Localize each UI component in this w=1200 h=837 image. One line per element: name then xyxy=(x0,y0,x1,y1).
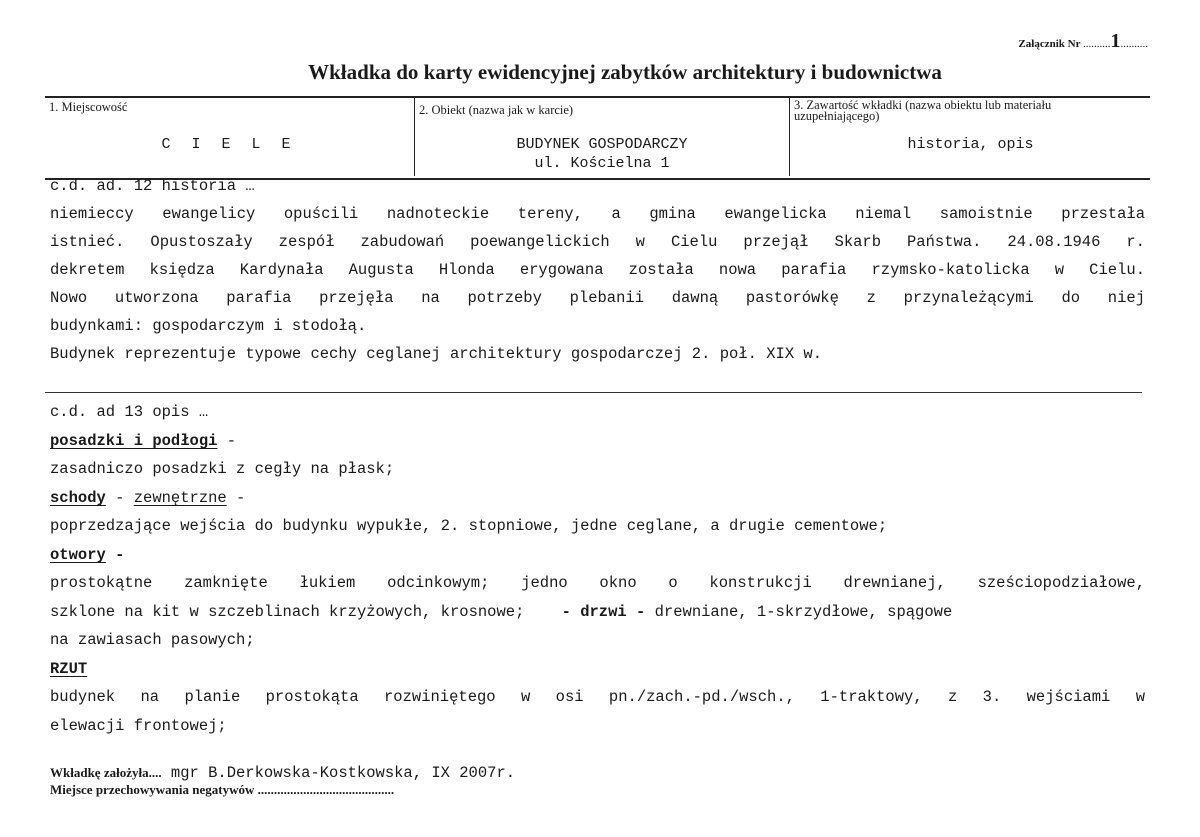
history-line: niemieccy ewangelicy opuścili nadnoteckie tereny, a gmina ewangelicka niemal samoistnie przestała xyxy=(50,205,1145,223)
content-cell xyxy=(789,98,1151,176)
created-by xyxy=(50,764,515,782)
document-title: Wkładka do karty ewidencyjnej zabytków architektury i budownictwa xyxy=(308,60,942,84)
plan-heading: RZUT xyxy=(50,660,88,678)
openings-text-part: szklone na kit w szczeblinach krzyżowych, krosnowe; xyxy=(50,603,562,621)
history-line: dekretem księdza Kardynała Augusta Hlonda erygowana została nowa parafia rzymsko-katolicka w Cielu. xyxy=(50,261,1145,279)
stairs-subheading: zewnętrzne xyxy=(133,489,227,507)
created-value: mgr B.Derkowska-Kostkowska, IX 2007r. xyxy=(161,764,516,782)
annex-value: 1 xyxy=(1110,30,1121,52)
openings-text xyxy=(50,602,952,622)
plan-text: budynek na planie prostokąta rozwiniętego w osi pn./zach.-pd./wsch., 1-traktowy, z 3. wejściami w xyxy=(50,688,1145,706)
object-label: 2. Obiekt (nazwa jak w karcie) xyxy=(419,103,574,117)
plan-text: elewacji frontowej; xyxy=(50,717,227,735)
locality-value: C I E L E xyxy=(161,136,297,153)
dash: - xyxy=(217,432,237,450)
floors-text: zasadniczo posadzki z cegły na płask; xyxy=(50,460,395,478)
annex-dots: .......... xyxy=(1083,38,1111,50)
negatives-dots: .......................................... xyxy=(254,782,395,797)
header-table xyxy=(45,96,1150,180)
dash: - xyxy=(226,489,246,507)
openings-heading xyxy=(50,545,124,565)
stairs-heading xyxy=(50,488,245,508)
annex-number xyxy=(1018,30,1148,53)
doors-text: drewniane, 1-skrzydłowe, spągowe xyxy=(645,603,953,621)
openings-text: prostokątne zamknięte łukiem odcinkowym; jedno okno o konstrukcji drewnianej, sześciopodziałowe, xyxy=(50,574,1145,592)
description-heading: c.d. ad 13 opis … xyxy=(50,403,209,421)
history-line: budynkami: gospodarczym i stodołą. xyxy=(50,317,367,335)
content-label xyxy=(794,100,1051,122)
content-label-line: 3. Zawartość wkładki (nazwa obiektu lub materiału xyxy=(794,98,1052,112)
locality-cell xyxy=(45,98,413,176)
openings-label: otwory xyxy=(50,546,106,564)
doors-label: - drzwi - xyxy=(561,603,646,621)
section-divider xyxy=(45,392,1142,393)
floors-heading xyxy=(50,431,236,451)
content-label-line: uzupełniającego) xyxy=(794,109,880,123)
dash: - xyxy=(105,546,125,564)
history-heading: c.d. ad. 12 historia … xyxy=(50,177,255,195)
floors-label: posadzki i podłogi xyxy=(50,432,218,450)
negatives-location xyxy=(50,782,394,798)
object-name: BUDYNEK GOSPODARCZY xyxy=(516,136,688,153)
negatives-label: Miejsce przechowywania negatywów xyxy=(50,782,255,797)
object-cell xyxy=(414,98,789,176)
object-address: ul. Kościelna 1 xyxy=(534,155,670,172)
stairs-text: poprzedzające wejścia do budynku wypukłe, 2. stopniowe, jedne ceglane, a drugie cementowe; xyxy=(50,517,888,535)
history-line: Nowo utworzona parafia przejęła na potrzeby plebanii dawną pastorówkę z przynależącymi do niej xyxy=(50,289,1145,307)
content-value: historia, opis xyxy=(907,136,1034,153)
annex-label: Załącznik Nr xyxy=(1018,38,1081,50)
locality-label: 1. Miejscowość xyxy=(49,100,128,114)
history-line: Budynek reprezentuje typowe cechy ceglanej architektury gospodarczej 2. poł. XIX w. xyxy=(50,345,823,363)
object-value xyxy=(415,135,789,173)
stairs-label: schody xyxy=(50,489,106,507)
openings-text: na zawiasach pasowych; xyxy=(50,631,255,649)
history-line: istnieć. Opustoszały zespół zabudowań poewangelickich w Cielu przejął Skarb Państwa. 24.08.1946 r. xyxy=(50,233,1145,251)
annex-dots: .......... xyxy=(1120,38,1148,50)
created-label: Wkładkę założyła.... xyxy=(50,765,162,780)
dash: - xyxy=(105,489,134,507)
